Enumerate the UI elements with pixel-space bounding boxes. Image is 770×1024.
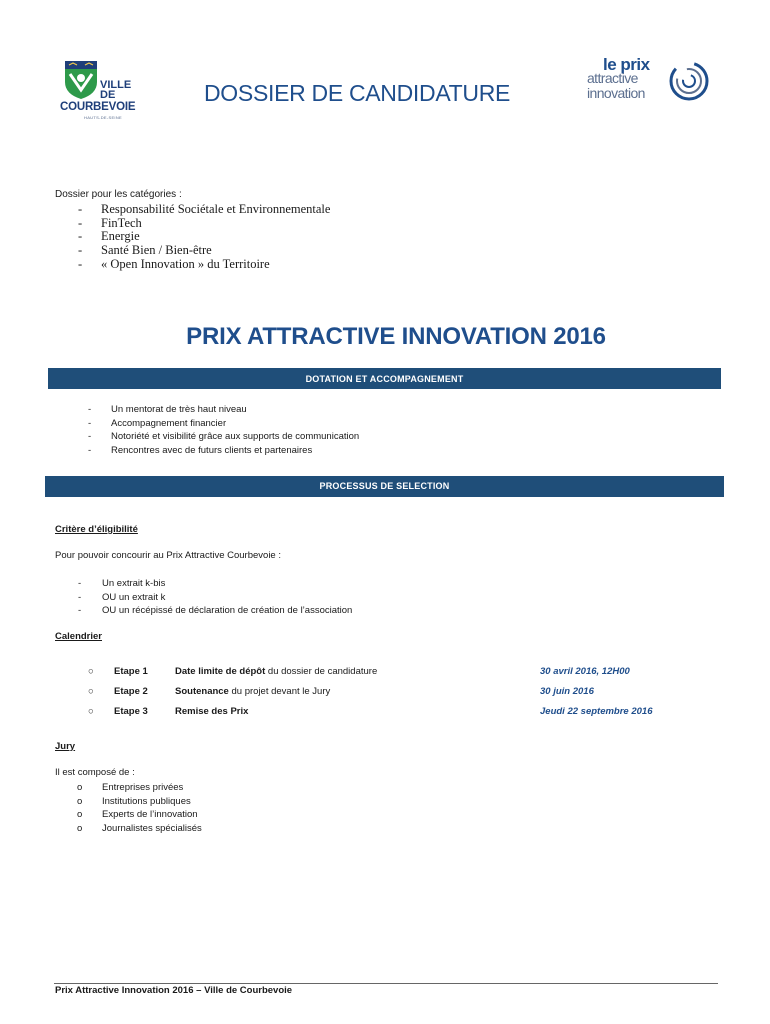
jury-intro: Il est composé de : [55,767,135,778]
list-item: - Rencontres avec de futurs clients et partenaires [88,444,313,456]
swirl-icon [665,60,713,102]
criteres-list [78,577,352,618]
circle-bullet-icon: o [77,782,83,793]
criteres-heading: Critère d’éligibilité [55,524,138,535]
logo-innovation-text: innovation [587,85,645,101]
main-title: PRIX ATTRACTIVE INNOVATION 2016 [186,323,606,350]
circle-bullet-icon: o [77,822,83,834]
list-item: - Energie [78,229,140,244]
list-item: - FinTech [78,215,142,230]
calendar-date: 30 juin 2016 [540,686,594,697]
criteres-intro: Pour pouvoir concourir au Prix Attractive Courbevoie : [55,550,281,561]
logo-hauts-de-seine-text: HAUTS-DE-SEINE [84,115,122,120]
dotation-list [88,403,359,457]
categories-intro: Dossier pour les catégories : [55,189,182,200]
calendrier-heading: Calendrier [55,631,102,642]
list-item: o Experts de l’innovation [77,809,198,821]
categories-list [78,203,330,272]
circle-bullet-icon: o [77,809,83,821]
footer-text: Prix Attractive Innovation 2016 – Ville de Courbevoie [55,985,293,996]
calendar-date: 30 avril 2016, 12H00 [540,666,630,677]
list-item: - Accompagnement financier [88,417,227,429]
circle-bullet-icon: ○ [88,686,94,697]
logo-attractive-text: attractive [587,70,638,86]
document-title: DOSSIER DE CANDIDATURE [204,80,511,106]
list-item: o Entreprises privées [77,782,184,793]
list-item: - Notoriété et visibilité grâce aux supports de communication [88,431,360,442]
list-item: - OU un récépissé de déclaration de création de l’association [78,605,353,617]
dotation-header-bar: DOTATION ET ACCOMPAGNEMENT [48,368,721,389]
logo-courbevoie-text: COURBEVOIE [60,101,136,113]
circle-bullet-icon: ○ [88,706,94,717]
list-item: - OU un extrait k [78,591,166,603]
list-item: o Institutions publiques [77,795,191,807]
list-item: - « Open Innovation » du Territoire [78,256,270,271]
list-item: o Journalistes spécialisés [77,822,202,834]
jury-list [77,781,202,835]
list-item: - Responsabilité Sociétale et Environnementale [78,202,331,216]
list-item: - Un extrait k-bis [78,578,166,589]
list-item: - Santé Bien / Bien-être [78,243,212,258]
circle-bullet-icon: o [77,795,83,807]
logo-le-prix-text: le prix [603,55,650,74]
coat-of-arms-icon [64,60,98,100]
jury-heading: Jury [55,741,76,752]
footer-divider [54,983,718,984]
logo-ville-text: VILLE DE [100,79,132,101]
prix-attractive-logo [585,55,715,104]
calendar-row: ○ Etape 3 Remise des Prix Jeudi 22 septembre 2016 [88,706,653,717]
calendar-date: Jeudi 22 septembre 2016 [540,706,653,717]
processus-header-bar: PROCESSUS DE SELECTION [45,476,724,497]
courbevoie-logo [60,58,155,122]
calendar-row: ○ Etape 1 Date limite de dépôt du dossier de candidature 30 avril 2016, 12H00 [88,666,630,677]
list-item: - Un mentorat de très haut niveau [88,404,247,415]
circle-bullet-icon: ○ [88,666,94,677]
calendar-row: ○ Etape 2 Soutenance du projet devant le Jury 30 juin 2016 [88,686,594,697]
